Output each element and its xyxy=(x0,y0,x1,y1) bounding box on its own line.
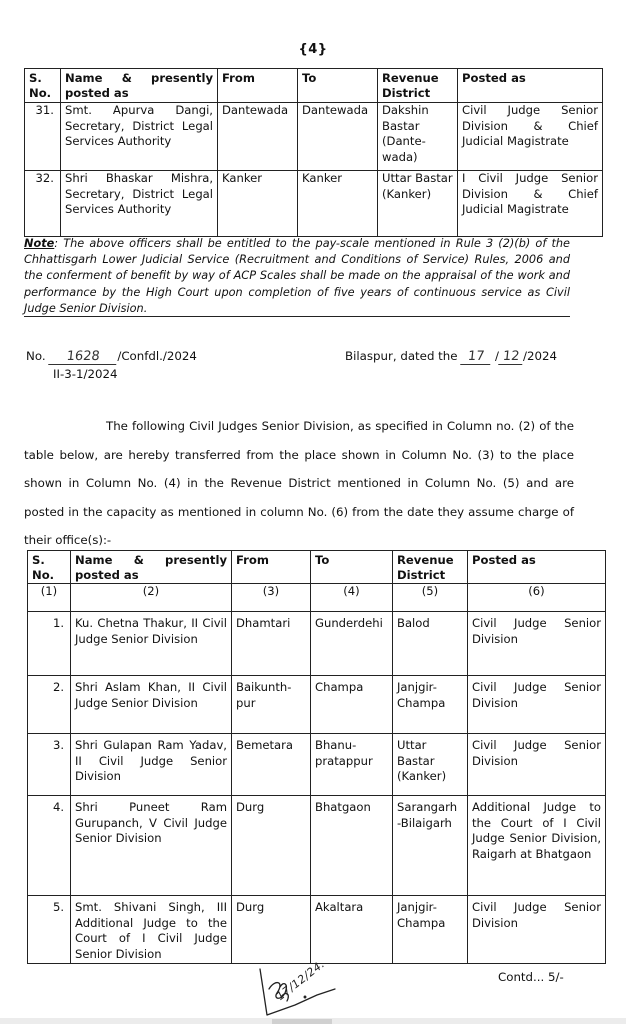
cell-name: Smt. Apurva Dangi, Secretary, District Legal Services Authority xyxy=(61,103,218,171)
cell-posted-as: Civil Judge Senior Division xyxy=(468,612,606,676)
cell-from: Dhamtari xyxy=(232,612,311,676)
place-dated-label: Bilaspur, dated the xyxy=(345,349,458,363)
cell-posted-as: Civil Judge Senior Division xyxy=(468,734,606,796)
cell-from: Kanker xyxy=(218,171,298,237)
col-number-5: (5) xyxy=(393,584,468,612)
page-number: {4} xyxy=(298,42,328,57)
cell-name: Shri Aslam Khan, II Civil Judge Senior Division xyxy=(71,676,232,734)
cell-district: Sarangarh -Bilaigarh xyxy=(393,796,468,896)
signature-date: 17/12/24. xyxy=(273,957,328,1003)
table-row xyxy=(28,796,606,896)
order-no-prefix: No. xyxy=(26,349,46,363)
cell-to: Bhanu-pratappur xyxy=(311,734,393,796)
cell-from: Bemetara xyxy=(232,734,311,796)
paragraph-text: The following Civil Judges Senior Division, as specified in Column no. (2) of the table below, are hereby transferred from the place shown in Column No. (3) to the place shown in Column No. (4) in the Revenue District mentioned in Column No. (5) and are posted in the capacity as mentioned in column No. (6) from the date they assume charge of their office(s):- xyxy=(24,419,574,547)
table-row xyxy=(28,734,606,796)
cell-from: Dantewada xyxy=(218,103,298,171)
header-name: Name & presently posted as xyxy=(61,69,218,103)
transfer-table xyxy=(27,550,606,964)
note-label: Note xyxy=(24,237,55,250)
col-number-6: (6) xyxy=(468,584,606,612)
note-divider xyxy=(24,316,570,317)
cell-sno: 32. xyxy=(25,171,61,237)
continued-label: Contd... 5/- xyxy=(498,970,564,984)
cell-to: Dantewada xyxy=(298,103,378,171)
header-to: To xyxy=(298,69,378,103)
date-year: /2024 xyxy=(523,349,558,363)
column-number-row xyxy=(28,584,606,612)
cell-district: Uttar Bastar (Kanker) xyxy=(378,171,458,237)
cell-posted-as: Civil Judge Senior Division xyxy=(468,676,606,734)
cell-posted-as: I Civil Judge Senior Division & Chief Judicial Magistrate xyxy=(458,171,603,237)
cell-to: Gunderdehi xyxy=(311,612,393,676)
header-from: From xyxy=(218,69,298,103)
cell-from: Durg xyxy=(232,796,311,896)
cell-sno: 31. xyxy=(25,103,61,171)
order-no-handwritten: 1628 xyxy=(49,350,119,365)
transfer-table-continued xyxy=(24,68,603,237)
cell-name: Shri Bhaskar Mishra, Secretary, District Legal Services Authority xyxy=(61,171,218,237)
cell-from: Durg xyxy=(232,896,311,964)
table-row xyxy=(28,896,606,964)
col-number-4: (4) xyxy=(311,584,393,612)
cell-district: Dakshin Bastar (Dante-wada) xyxy=(378,103,458,171)
cell-name: Ku. Chetna Thakur, II Civil Judge Senior Division xyxy=(71,612,232,676)
cell-from: Baikunth-pur xyxy=(232,676,311,734)
cell-sno: 3. xyxy=(28,734,71,796)
cell-name: Smt. Shivani Singh, III Additional Judge to the Court of I Civil Judge Senior Division xyxy=(71,896,232,964)
file-number: II-3-1/2024 xyxy=(53,367,118,381)
col-number-1: (1) xyxy=(28,584,71,612)
cell-to: Kanker xyxy=(298,171,378,237)
cell-name: Shri Puneet Ram Gurupanch, V Civil Judge Senior Division xyxy=(71,796,232,896)
order-no-suffix: /Confdl./2024 xyxy=(117,349,197,363)
note-text: : The above officers shall be entitled to the pay-scale mentioned in Rule 3 (2)(b) of the Chhattisgarh Lower Judicial Service (Recruitment and Conditions of Service) Rules, 2006 and the conferment of benefit by way of ACP Scales shall be made on the appraisal of the work and performance by the High Court upon completion of five years of continuous service as Civil Judge Senior Division. xyxy=(24,237,570,315)
cell-posted-as: Civil Judge Senior Division xyxy=(468,896,606,964)
place-and-date xyxy=(345,348,557,365)
cell-sno: 4. xyxy=(28,796,71,896)
header-sno: S. No. xyxy=(28,551,71,584)
cell-sno: 5. xyxy=(28,896,71,964)
table-row xyxy=(25,103,603,171)
cell-district: Janjgir-Champa xyxy=(393,896,468,964)
order-number xyxy=(26,348,197,365)
header-name: Name & presently posted as xyxy=(71,551,232,584)
cell-posted-as: Additional Judge to the Court of I Civil Judge Senior Division, Raigarh at Bhatgaon xyxy=(468,796,606,896)
table-header-row xyxy=(28,551,606,584)
cell-sno: 2. xyxy=(28,676,71,734)
cell-to: Akaltara xyxy=(311,896,393,964)
table-row xyxy=(25,171,603,237)
col-number-2: (2) xyxy=(71,584,232,612)
date-separator: / xyxy=(495,349,500,363)
cell-district: Janjgir-Champa xyxy=(393,676,468,734)
cell-district: Balod xyxy=(393,612,468,676)
table-row xyxy=(28,676,606,734)
header-district: Revenue District xyxy=(378,69,458,103)
header-district: Revenue District xyxy=(393,551,468,584)
transfer-order-paragraph xyxy=(24,412,574,555)
header-posted-as: Posted as xyxy=(458,69,603,103)
cell-sno: 1. xyxy=(28,612,71,676)
day-handwritten: 17 xyxy=(461,350,493,365)
cell-posted-as: Civil Judge Senior Division & Chief Judicial Magistrate xyxy=(458,103,603,171)
cell-name: Shri Gulapan Ram Yadav, II Civil Judge Senior Division xyxy=(71,734,232,796)
cell-to: Champa xyxy=(311,676,393,734)
table-header-row xyxy=(25,69,603,103)
header-posted-as: Posted as xyxy=(468,551,606,584)
scan-scroll-thumb[interactable] xyxy=(272,1019,332,1024)
month-handwritten: 12 xyxy=(498,350,524,365)
table-row xyxy=(28,612,606,676)
header-from: From xyxy=(232,551,311,584)
col-number-3: (3) xyxy=(232,584,311,612)
note-paragraph xyxy=(24,236,570,317)
cell-to: Bhatgaon xyxy=(311,796,393,896)
header-sno: S. No. xyxy=(25,69,61,103)
header-to: To xyxy=(311,551,393,584)
cell-district: Uttar Bastar (Kanker) xyxy=(393,734,468,796)
